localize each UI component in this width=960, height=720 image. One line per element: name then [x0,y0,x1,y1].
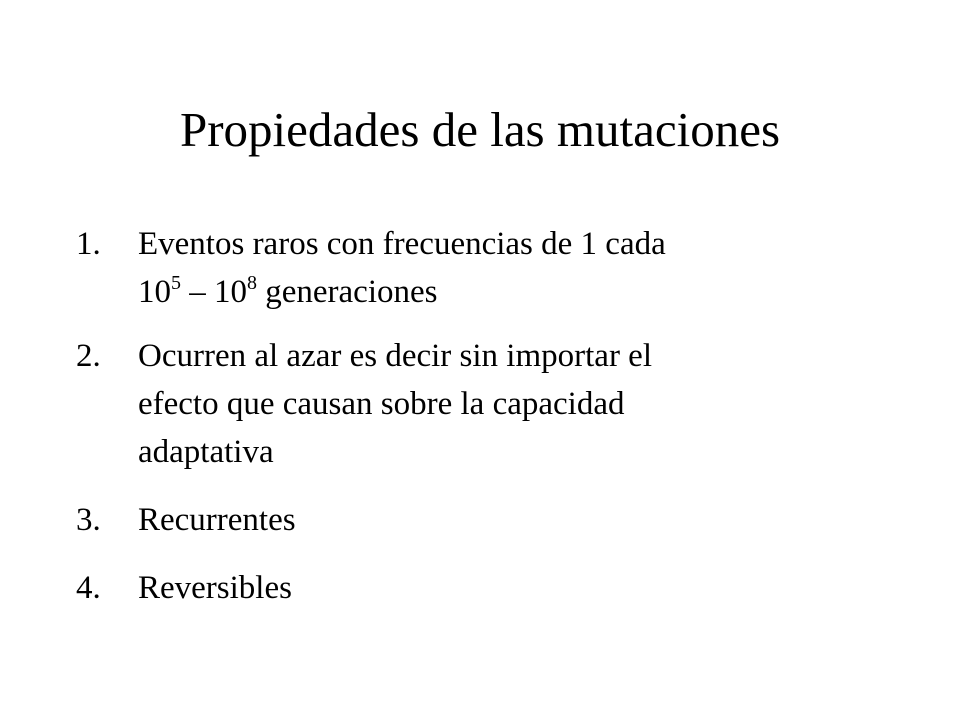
item-line: efecto que causan sobre la capacidad [138,386,625,422]
item-text [138,332,896,476]
power-base: 10 [214,274,247,310]
list-item [76,332,896,476]
item-number: 2. [76,338,101,374]
item-text: Reversibles [138,570,292,606]
item-text [138,220,896,316]
list-item [76,220,896,316]
item-line: Eventos raros con frecuencias de 1 cada [138,226,666,262]
mutation-properties-list [76,220,896,612]
item-tail: generaciones [257,274,438,310]
list-item [76,496,896,544]
item-line [138,268,896,316]
item-line: adaptativa [138,434,274,470]
item-number: 4. [76,570,101,606]
item-line: Ocurren al azar es decir sin importar el [138,338,652,374]
list-item [76,564,896,612]
item-number: 3. [76,502,101,538]
slide-title: Propiedades de las mutaciones [179,102,781,157]
power-exponent: 8 [247,272,257,294]
item-text: Recurrentes [138,502,296,538]
power-exponent: 5 [171,272,181,294]
power-base: 10 [138,274,171,310]
item-number: 1. [76,226,101,262]
range-separator: – [181,274,214,310]
